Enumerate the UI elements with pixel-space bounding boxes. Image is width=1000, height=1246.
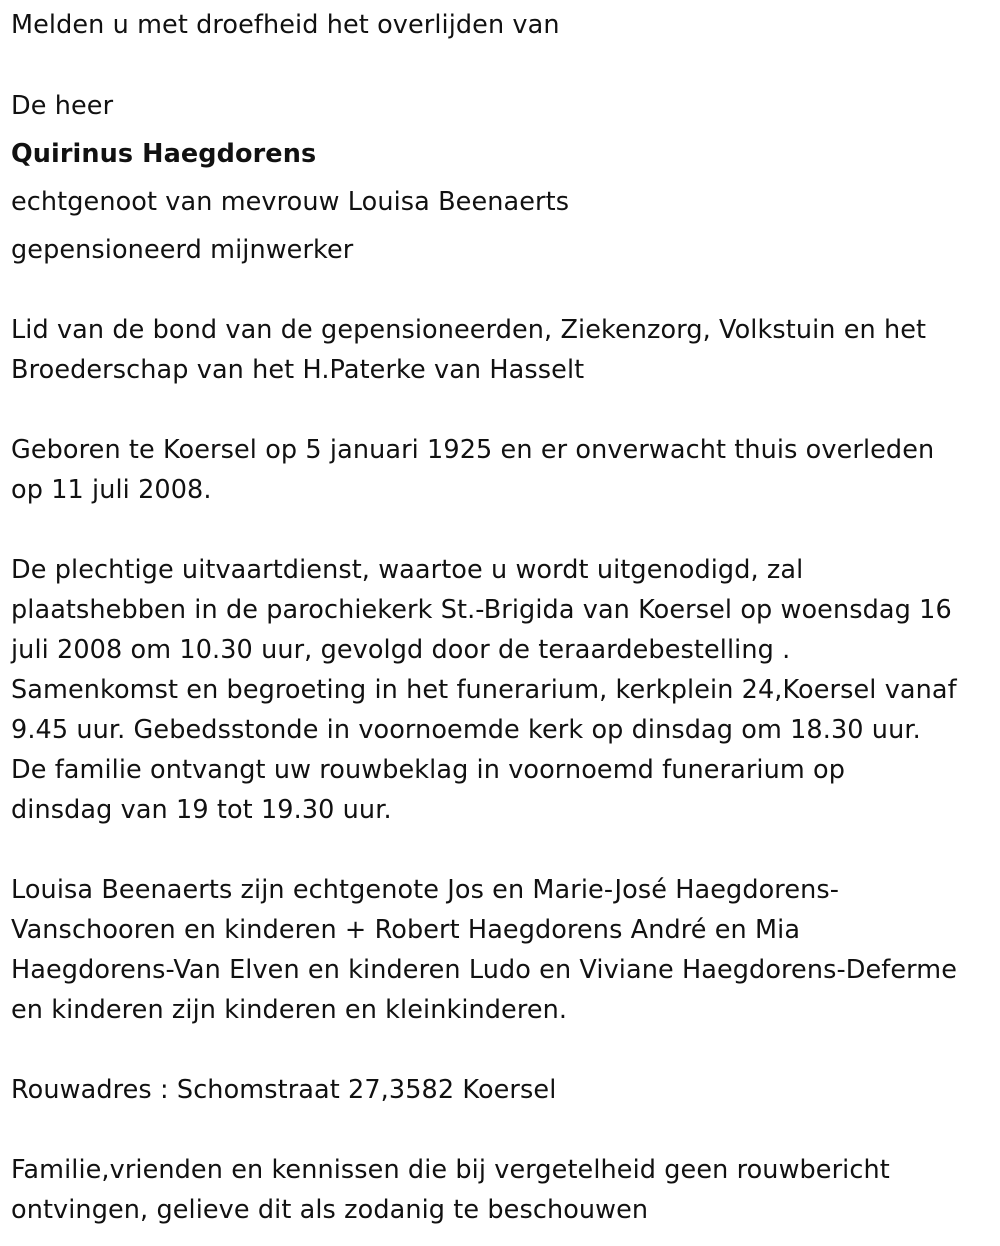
closing-line-2: ontvingen, gelieve dit als zodanig te beschouwen [11, 1195, 649, 1225]
service-line-1: De plechtige uitvaartdienst, waartoe u wordt uitgenodigd, zal [11, 555, 804, 585]
service-line-7: dinsdag van 19 tot 19.30 uur. [11, 795, 392, 825]
spouse-line: echtgenoot van mevrouw Louisa Beenaerts [11, 187, 570, 217]
family-line-4: en kinderen zijn kinderen en kleinkinderen. [11, 995, 568, 1025]
deceased-name: Quirinus Haegdorens [11, 139, 317, 169]
occupation-line: gepensioneerd mijnwerker [11, 235, 354, 265]
service-line-4: Samenkomst en begroeting in het funerarium, kerkplein 24,Koersel vanaf [11, 675, 957, 705]
membership-line-2: Broederschap van het H.Paterke van Hasselt [11, 355, 585, 385]
closing-line-1: Familie,vrienden en kennissen die bij vergetelheid geen rouwbericht [11, 1155, 890, 1185]
service-line-6: De familie ontvangt uw rouwbeklag in voornoemd funerarium op [11, 755, 845, 785]
birth-death-line-2: op 11 juli 2008. [11, 475, 212, 505]
membership-line-1: Lid van de bond van de gepensioneerden, Ziekenzorg, Volkstuin en het [11, 315, 927, 345]
service-line-5: 9.45 uur. Gebedsstonde in voornoemde kerk op dinsdag om 18.30 uur. [11, 715, 921, 745]
family-line-3: Haegdorens-Van Elven en kinderen Ludo en Viviane Haegdorens-Deferme [11, 955, 958, 985]
service-line-2: plaatshebben in de parochiekerk St.-Brigida van Koersel op woensdag 16 [11, 595, 952, 625]
family-line-2: Vanschooren en kinderen + Robert Haegdorens André en Mia [11, 915, 801, 945]
salutation: De heer [11, 91, 114, 121]
mourning-address: Rouwadres : Schomstraat 27,3582 Koersel [11, 1075, 557, 1105]
intro-text: Melden u met droefheid het overlijden van [11, 10, 560, 40]
family-line-1: Louisa Beenaerts zijn echtgenote Jos en Marie-José Haegdorens- [11, 875, 840, 905]
service-line-3: juli 2008 om 10.30 uur, gevolgd door de teraardebestelling . [11, 635, 791, 665]
birth-death-line-1: Geboren te Koersel op 5 januari 1925 en er onverwacht thuis overleden [11, 435, 935, 465]
